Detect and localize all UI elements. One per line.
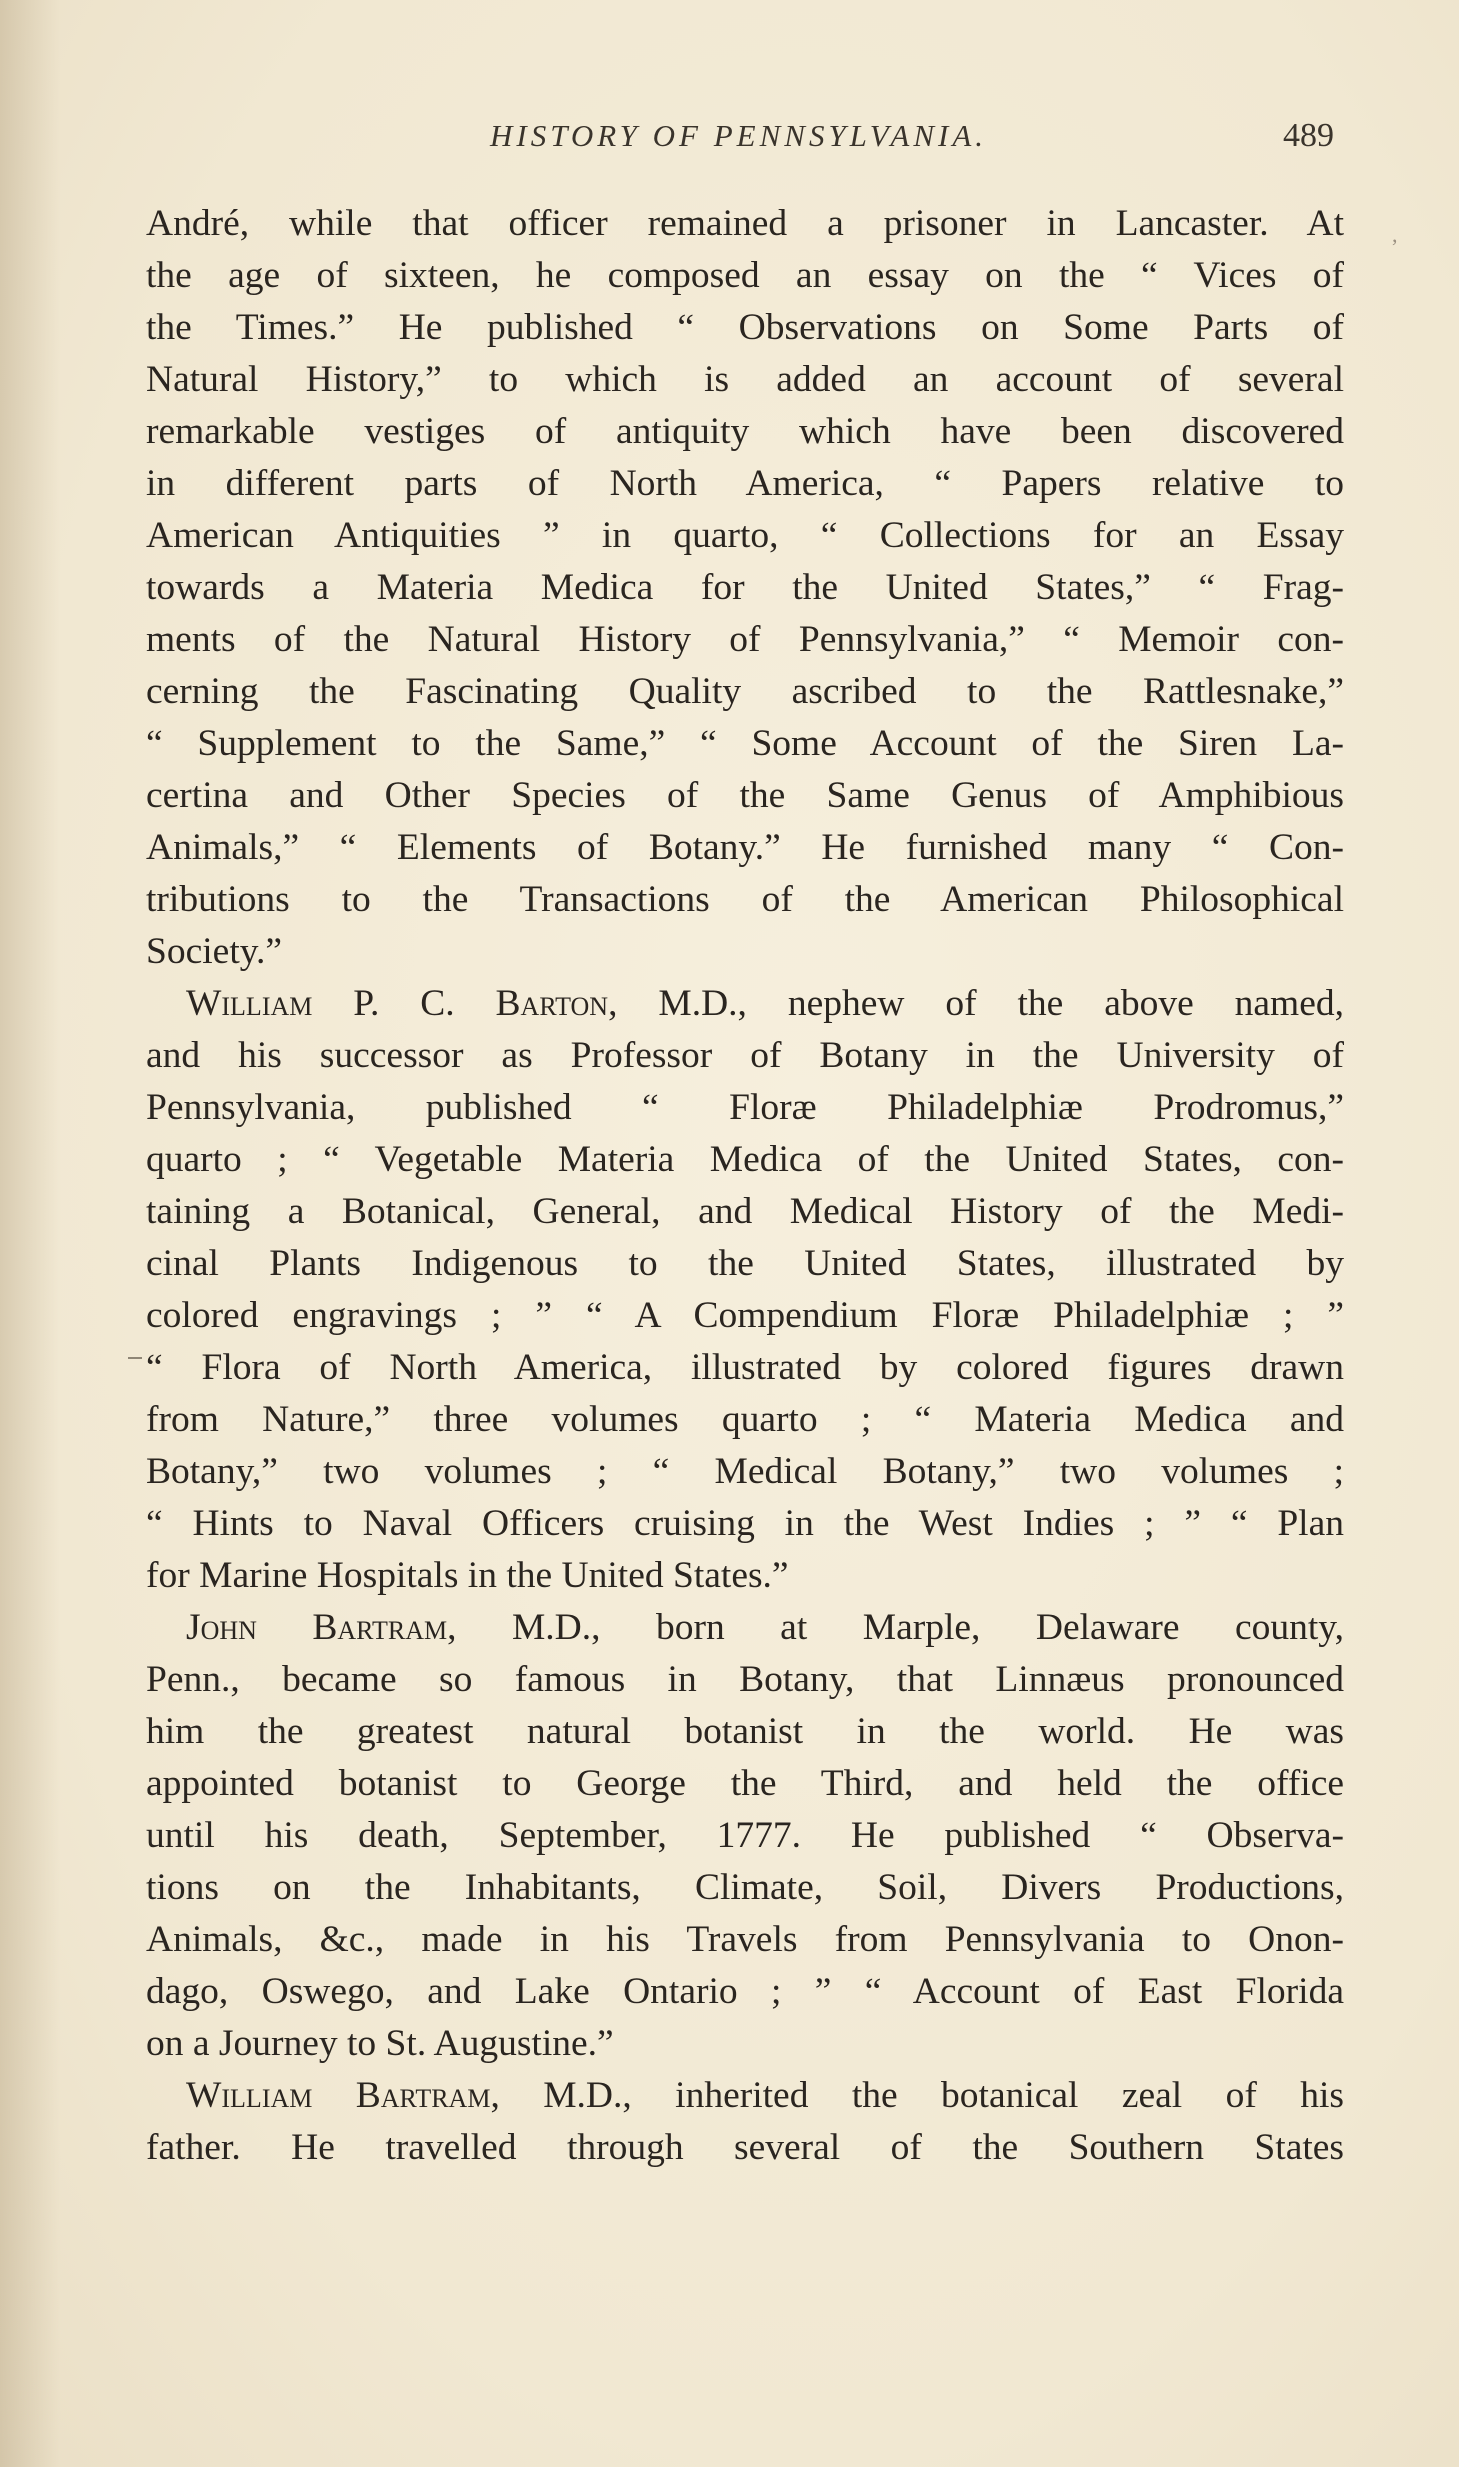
text-line: “ Flora of North America, illustrated by colored figures drawn: [146, 1347, 1344, 1388]
text-line: André, while that officer remained a prisoner in Lancaster. At: [146, 203, 1344, 244]
text-line: from Nature,” three volumes quarto ; “ Materia Medica and: [146, 1399, 1344, 1440]
paragraph-william-bartram: [146, 2070, 1344, 2174]
running-head: HISTORY OF PENNSYLVANIA.: [490, 118, 988, 153]
text-line: [146, 1602, 1344, 1654]
page-number: 489: [1283, 117, 1334, 154]
paragraph-william-barton: [146, 978, 1344, 1602]
text-line: towards a Materia Medica for the United States,” “ Frag-: [146, 567, 1344, 608]
text-line: father. He travelled through several of the Southern States: [146, 2127, 1344, 2168]
text-fragment: , M.D., born at Marple, Delaware county,: [447, 1607, 1344, 1648]
text-line: American Antiquities ” in quarto, “ Collections for an Essay: [146, 515, 1344, 556]
text-line: the Times.” He published “ Observations on Some Parts of: [146, 307, 1344, 348]
text-line: cinal Plants Indigenous to the United States, illustrated by: [146, 1243, 1344, 1284]
person-name: William P. C. Barton: [186, 983, 609, 1024]
text-line: Penn., became so famous in Botany, that Linnæus pronounced: [146, 1659, 1344, 1700]
text-line: dago, Oswego, and Lake Ontario ; ” “ Account of East Florida: [146, 1971, 1344, 2012]
text-line: [146, 2070, 1344, 2122]
text-line: Pennsylvania, published “ Floræ Philadelphiæ Prodromus,”: [146, 1087, 1344, 1128]
text-line: taining a Botanical, General, and Medical History of the Medi-: [146, 1191, 1344, 1232]
text-line: tributions to the Transactions of the American Philosophical: [146, 879, 1344, 920]
text-line: “ Supplement to the Same,” “ Some Account of the Siren La-: [146, 723, 1344, 764]
text-line: on a Journey to St. Augustine.”: [146, 2023, 614, 2064]
text-line: ments of the Natural History of Pennsylvania,” “ Memoir con-: [146, 619, 1344, 660]
text-line: Botany,” two volumes ; “ Medical Botany,” two volumes ;: [146, 1451, 1344, 1492]
text-line: him the greatest natural botanist in the world. He was: [146, 1711, 1344, 1752]
text-line: and his successor as Professor of Botany in the University of: [146, 1035, 1344, 1076]
text-line: quarto ; “ Vegetable Materia Medica of the United States, con-: [146, 1139, 1344, 1180]
person-name: William Bartram: [186, 2075, 491, 2116]
text-line: cerning the Fascinating Quality ascribed to the Rattlesnake,”: [146, 671, 1344, 712]
text-line: in different parts of North America, “ Papers relative to: [146, 463, 1344, 504]
text-line: Animals,” “ Elements of Botany.” He furnished many “ Con-: [146, 827, 1344, 868]
paragraph-barton-works: [146, 198, 1344, 978]
margin-dash-mark: [128, 1357, 142, 1359]
gutter-shadow: [0, 0, 60, 2467]
text-line: remarkable vestiges of antiquity which have been discovered: [146, 411, 1344, 452]
text-line: [146, 978, 1344, 1030]
text-line: appointed botanist to George the Third, and held the office: [146, 1763, 1344, 1804]
margin-tick-mark: ,: [1392, 222, 1398, 247]
text-line: Animals, &c., made in his Travels from Pennsylvania to Onon-: [146, 1919, 1344, 1960]
body-text: [146, 198, 1344, 2174]
text-line: the age of sixteen, he composed an essay on the “ Vices of: [146, 255, 1344, 296]
person-name: John Bartram: [186, 1607, 448, 1648]
text-line: colored engravings ; ” “ A Compendium Floræ Philadelphiæ ; ”: [146, 1295, 1344, 1336]
paragraph-john-bartram: [146, 1602, 1344, 2070]
text-line: for Marine Hospitals in the United States.”: [146, 1555, 789, 1596]
text-line: Natural History,” to which is added an account of several: [146, 359, 1344, 400]
text-line: until his death, September, 1777. He published “ Observa-: [146, 1815, 1344, 1856]
text-fragment: , M.D., inherited the botanical zeal of his: [490, 2075, 1344, 2116]
text-fragment: , M.D., nephew of the above named,: [608, 983, 1344, 1024]
text-line: tions on the Inhabitants, Climate, Soil, Divers Productions,: [146, 1867, 1344, 1908]
text-line: “ Hints to Naval Officers cruising in the West Indies ; ” “ Plan: [146, 1503, 1344, 1544]
text-line: certina and Other Species of the Same Genus of Amphibious: [146, 775, 1344, 816]
text-line: Society.”: [146, 931, 283, 972]
